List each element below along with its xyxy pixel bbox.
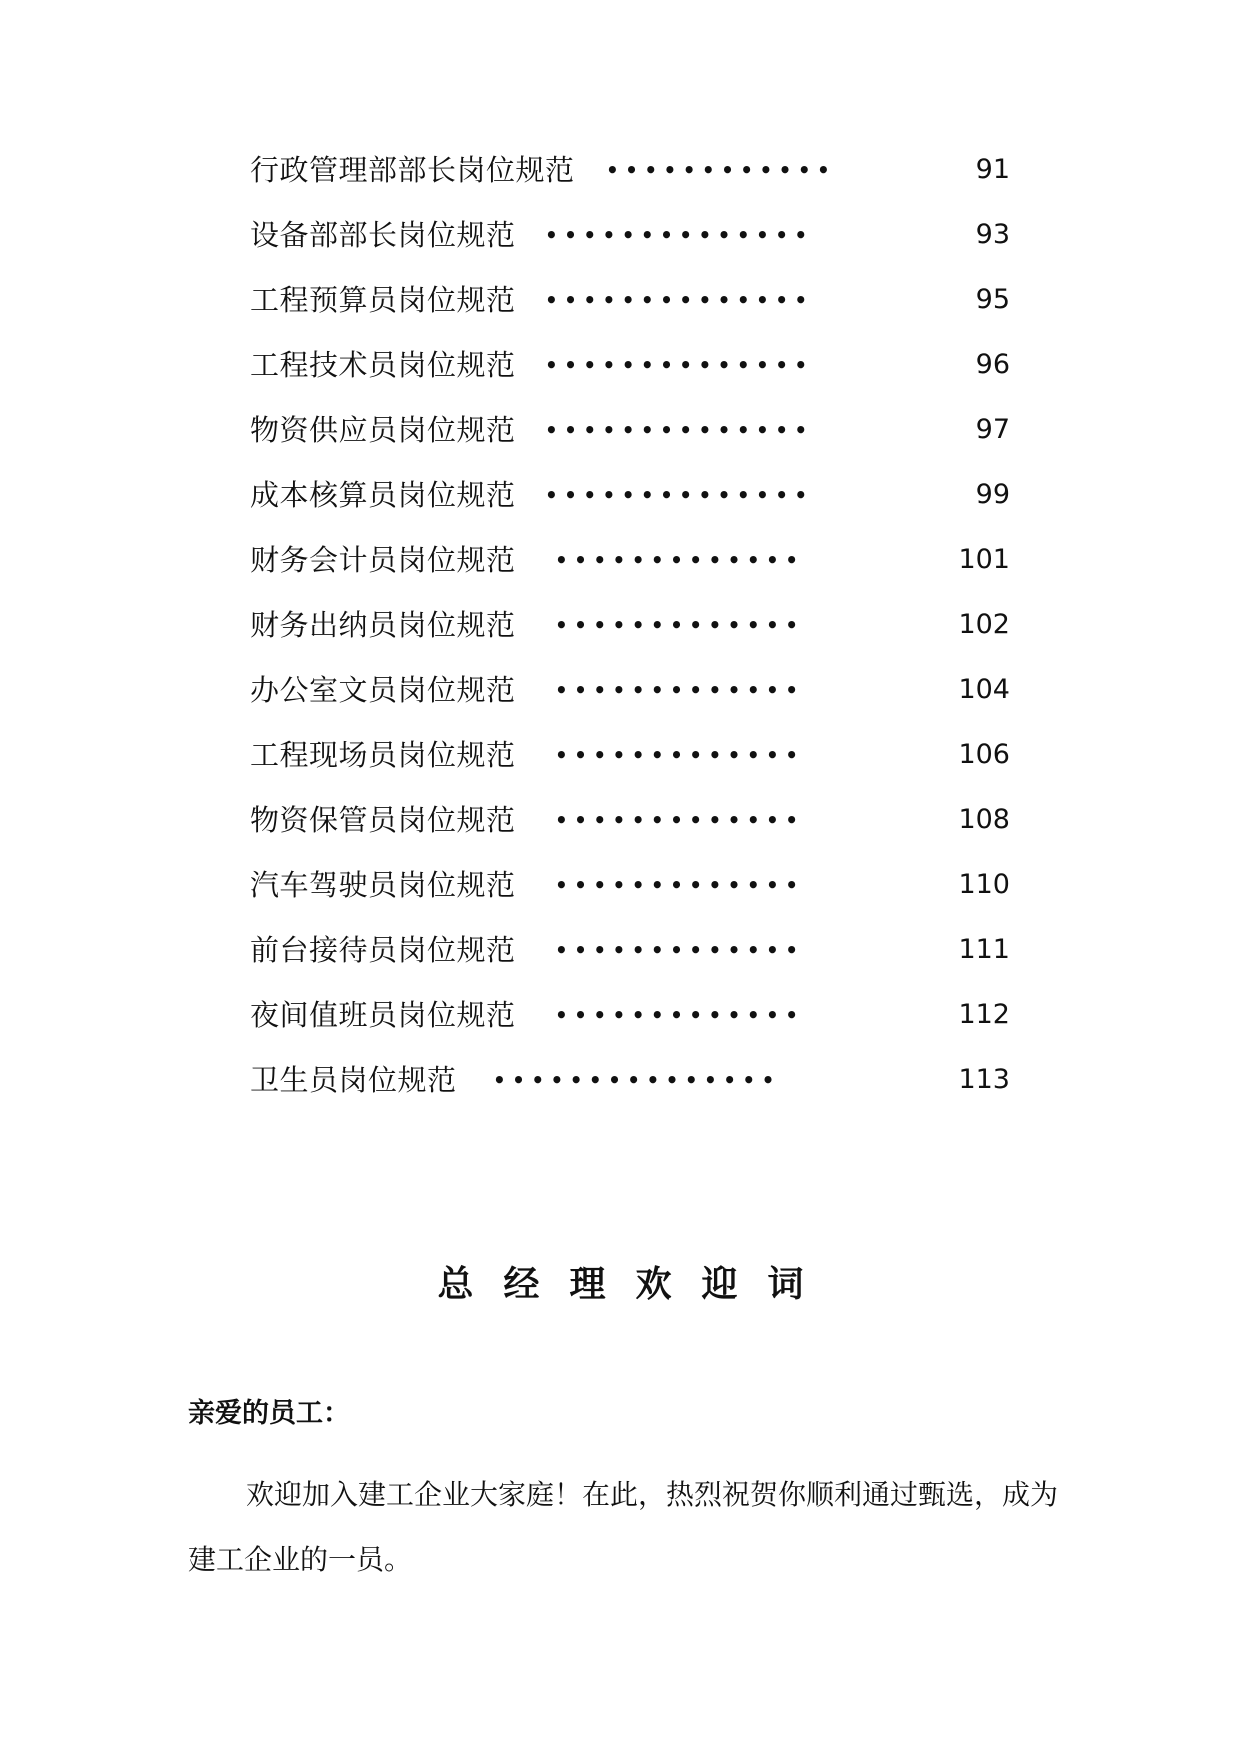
toc-entry-title: 汽车驾驶员岗位规范 <box>250 868 516 902</box>
toc-leader-dots: ••••••••••••• <box>555 1003 805 1027</box>
toc-page-number: 113 <box>958 1064 1010 1095</box>
toc-entry[interactable] <box>250 347 1010 412</box>
toc-leader-dots: •••••••••••••• <box>545 353 814 377</box>
toc-entry-title: 卫生员岗位规范 <box>250 1063 457 1097</box>
toc-page-number: 97 <box>975 414 1010 445</box>
toc-entry[interactable] <box>250 1062 1010 1127</box>
toc-entry-title: 财务会计员岗位规范 <box>250 543 516 577</box>
toc-leader-dots: ••••••••••••• <box>555 743 805 767</box>
toc-entry[interactable] <box>250 412 1010 477</box>
toc-entry-title: 工程技术员岗位规范 <box>250 348 516 382</box>
toc-entry-title: 成本核算员岗位规范 <box>250 478 516 512</box>
toc-entry-title: 物资供应员岗位规范 <box>250 413 516 447</box>
toc-leader-dots: ••••••••••••• <box>555 808 805 832</box>
toc-page-number: 93 <box>975 219 1010 250</box>
toc-leader-dots: ••••••••••••• <box>555 678 805 702</box>
salutation: 亲爱的员工： <box>188 1398 350 1429</box>
toc-page-number: 111 <box>958 934 1010 965</box>
toc-entry[interactable] <box>250 152 1010 217</box>
toc-leader-dots: •••••••••••••• <box>545 223 814 247</box>
toc-entry[interactable] <box>250 282 1010 347</box>
toc-entry-title: 夜间值班员岗位规范 <box>250 998 516 1032</box>
toc-page-number: 104 <box>958 674 1010 705</box>
toc-entry[interactable] <box>250 607 1010 672</box>
toc-leader-dots: •••••••••••••• <box>545 418 814 442</box>
toc-entry-title: 设备部部长岗位规范 <box>250 218 516 252</box>
toc-entry[interactable] <box>250 997 1010 1062</box>
toc-page-number: 110 <box>958 869 1010 900</box>
toc-entry[interactable] <box>250 477 1010 542</box>
toc-entry-title: 前台接待员岗位规范 <box>250 933 516 967</box>
toc-entry-title: 行政管理部部长岗位规范 <box>250 153 575 187</box>
toc-entry-title: 物资保管员岗位规范 <box>250 803 516 837</box>
toc-entry-title: 财务出纳员岗位规范 <box>250 608 516 642</box>
toc-page-number: 96 <box>975 349 1010 380</box>
toc-entry[interactable] <box>250 672 1010 737</box>
toc-leader-dots: ••••••••••••••• <box>493 1068 781 1092</box>
toc-entry-title: 办公室文员岗位规范 <box>250 673 516 707</box>
toc-entry[interactable] <box>250 542 1010 607</box>
toc-entry-title: 工程现场员岗位规范 <box>250 738 516 772</box>
toc-leader-dots: ••••••••••••• <box>555 873 805 897</box>
toc-page-number: 112 <box>958 999 1010 1030</box>
toc-leader-dots: •••••••••••••• <box>545 483 814 507</box>
toc-entry[interactable] <box>250 867 1010 932</box>
toc-leader-dots: ••••••••••••• <box>555 613 805 637</box>
toc-entry[interactable] <box>250 932 1010 997</box>
toc-entry[interactable] <box>250 737 1010 802</box>
toc-leader-dots: •••••••••••• <box>606 158 837 182</box>
toc-leader-dots: ••••••••••••• <box>555 548 805 572</box>
toc-page-number: 95 <box>975 284 1010 315</box>
toc-page-number: 101 <box>958 544 1010 575</box>
table-of-contents <box>250 152 1010 1127</box>
toc-entry[interactable] <box>250 217 1010 282</box>
toc-page-number: 102 <box>958 609 1010 640</box>
toc-entry-title: 工程预算员岗位规范 <box>250 283 516 317</box>
toc-leader-dots: •••••••••••••• <box>545 288 814 312</box>
toc-page-number: 91 <box>975 154 1010 185</box>
welcome-paragraph-text: 欢迎加入建工企业大家庭！在此，热烈祝贺你顺利通过甄选，成为建工企业的一员。 <box>188 1478 1059 1576</box>
toc-page-number: 106 <box>958 739 1010 770</box>
toc-page-number: 99 <box>975 479 1010 510</box>
toc-page-number: 108 <box>958 804 1010 835</box>
welcome-heading: 总经理欢迎词 <box>437 1264 834 1305</box>
toc-leader-dots: ••••••••••••• <box>555 938 805 962</box>
toc-entry[interactable] <box>250 802 1010 867</box>
welcome-paragraph <box>188 1462 1058 1592</box>
